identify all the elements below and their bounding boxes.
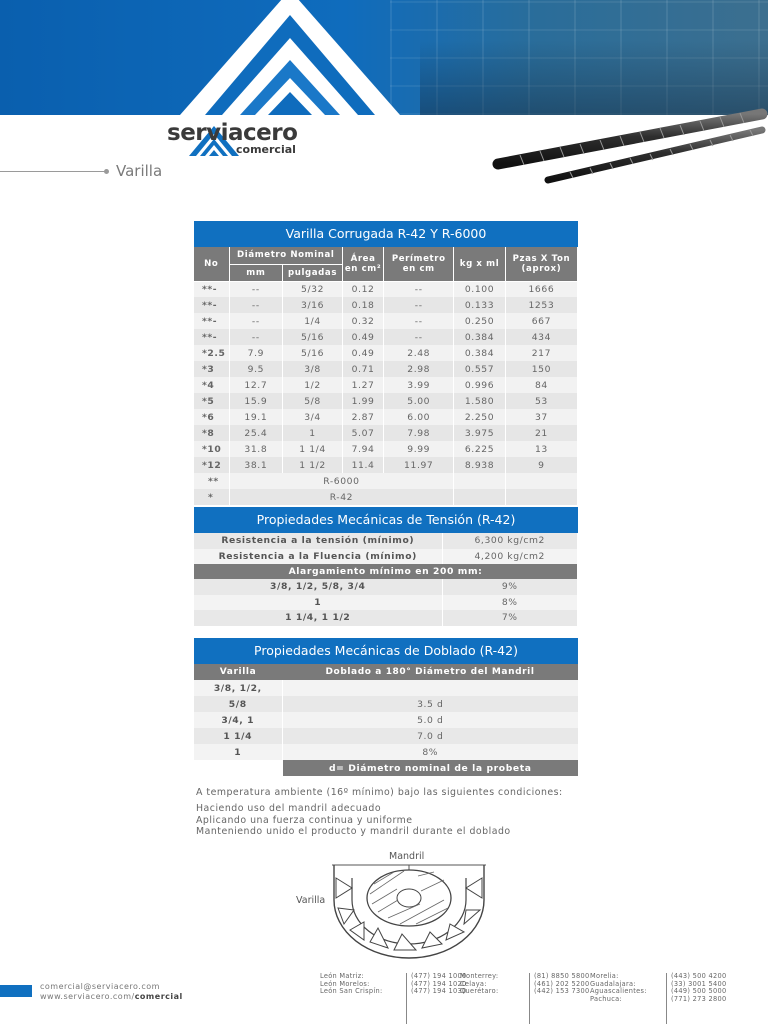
branch-phones-2: (81) 8850 5800 (461) 202 5200 (442) 153 7300: [534, 972, 590, 996]
table-cell: 9: [505, 457, 577, 473]
table-row: 3/4, 1 5.0 d: [194, 712, 578, 728]
col-area: Área en cm²: [342, 247, 383, 281]
table-cell: 21: [505, 425, 577, 441]
table-row: [194, 313, 578, 329]
legend-text: R-42: [229, 489, 454, 505]
table-cell: 12.7: [229, 377, 283, 393]
fluencia-value: 4,200 kg/cm2: [442, 549, 578, 565]
table-cell: 6.00: [384, 409, 454, 425]
table-cell: 1 1/4: [283, 441, 343, 457]
col-perimetro: Perímetro en cm: [384, 247, 454, 281]
table-cell: 1/4: [283, 313, 343, 329]
col-kg: kg x ml: [454, 247, 506, 281]
cell-no: *6: [194, 409, 229, 425]
table-doblado: [194, 638, 578, 776]
table-cell: 1: [283, 425, 343, 441]
table-cell: 1 1/2: [283, 457, 343, 473]
table-cell: 0.71: [342, 361, 383, 377]
table-cell: 2.48: [384, 345, 454, 361]
footnote: d= Diámetro nominal de la probeta: [282, 760, 578, 776]
table-cell: 1.580: [454, 393, 506, 409]
table-cell: --: [229, 329, 283, 345]
table-cell: 9.99: [384, 441, 454, 457]
table-row: 1 1/4, 1 1/2 7%: [194, 610, 578, 626]
table-cell: 25.4: [229, 425, 283, 441]
table-cell: --: [229, 297, 283, 313]
table-cell: --: [384, 313, 454, 329]
table-cell: --: [229, 313, 283, 329]
footnote-row: [194, 760, 578, 776]
table-cell: 13: [505, 441, 577, 457]
table-cell: 8.938: [454, 457, 506, 473]
table-row: [194, 281, 578, 297]
table-cell: 2.250: [454, 409, 506, 425]
label-mandril: Mandril: [389, 851, 425, 862]
table-cell: 31.8: [229, 441, 283, 457]
table-cell: 5/16: [283, 329, 343, 345]
table-tension: [194, 507, 578, 626]
table-cell: 5/8: [283, 393, 343, 409]
col-pulgadas: pulgadas: [283, 264, 343, 281]
col-varilla: Varilla: [194, 664, 282, 680]
table3-title: Propiedades Mecánicas de Doblado (R-42): [194, 638, 578, 664]
table-row: [194, 409, 578, 425]
section-title: Varilla: [116, 162, 163, 180]
legend-mark: **: [194, 473, 229, 489]
table-cell: 84: [505, 377, 577, 393]
table-cell: 0.996: [454, 377, 506, 393]
table-row: [194, 329, 578, 345]
table-cell: --: [384, 297, 454, 313]
table-cell: --: [229, 281, 283, 297]
tension-table: [194, 533, 578, 626]
legend-row: [194, 473, 578, 489]
table-cell: 1666: [505, 281, 577, 297]
table-cell: 5.00: [384, 393, 454, 409]
table-cell: 3/8: [283, 361, 343, 377]
note-conditions: A temperatura ambiente (16º mínimo) bajo las siguientes condiciones:: [196, 787, 563, 798]
web-link[interactable]: www.serviacero.com/comercial: [40, 991, 183, 1001]
cell-no: *12: [194, 457, 229, 473]
footer-contact: [40, 982, 183, 1001]
table-cell: 0.384: [454, 345, 506, 361]
branch-phones-1: (477) 194 1000 (477) 194 1020 (477) 194 1030: [411, 972, 467, 996]
table-cell: 0.18: [342, 297, 383, 313]
table-cell: 9.5: [229, 361, 283, 377]
table-cell: 7.9: [229, 345, 283, 361]
table-row: [194, 457, 578, 473]
table-cell: 0.12: [342, 281, 383, 297]
cell-no: *3: [194, 361, 229, 377]
table-cell: 11.4: [342, 457, 383, 473]
table1-title: Varilla Corrugada R-42 Y R-6000: [194, 221, 578, 247]
table-cell: 3/4: [283, 409, 343, 425]
doblado-table: [194, 664, 578, 776]
table-cell: 37: [505, 409, 577, 425]
table-cell: 434: [505, 329, 577, 345]
header-banner: [0, 0, 768, 115]
note-list: Haciendo uso del mandril adecuado Aplicando una fuerza continua y uniforme Manteniendo unido el producto y mandril durante el doblado: [196, 803, 511, 837]
table-cell: 15.9: [229, 393, 283, 409]
table-cell: 11.97: [384, 457, 454, 473]
branch-names-3: Morelia: Guadalajara: Aguascalientes: Pachuca:: [590, 972, 647, 1003]
table-cell: 2.98: [384, 361, 454, 377]
table-cell: 0.32: [342, 313, 383, 329]
table-cell: 6.225: [454, 441, 506, 457]
table-cell: 150: [505, 361, 577, 377]
table-cell: 7.98: [384, 425, 454, 441]
alargamiento-header: Alargamiento mínimo en 200 mm:: [194, 564, 578, 579]
fluencia-label: Resistencia a la Fluencia (mínimo): [194, 549, 442, 565]
table-cell: 0.384: [454, 329, 506, 345]
table-cell: 1.99: [342, 393, 383, 409]
table-cell: 3.99: [384, 377, 454, 393]
table-cell: 0.133: [454, 297, 506, 313]
cell-no: *10: [194, 441, 229, 457]
varilla-table: [194, 247, 578, 505]
table-row: 1 8%: [194, 595, 578, 611]
table-row: 3/8, 1/2, 5/8, 3/4 9%: [194, 579, 578, 595]
table-cell: 1/2: [283, 377, 343, 393]
table-cell: 5/16: [283, 345, 343, 361]
table-row: [194, 377, 578, 393]
cell-no: **-: [194, 281, 229, 297]
table-cell: 5/32: [283, 281, 343, 297]
table-row: 3/8, 1/2,: [194, 680, 578, 696]
table-row: [194, 393, 578, 409]
branch-phones-3: (443) 500 4200 (33) 3001 5400 (449) 500 5000 (771) 273 2800: [671, 972, 727, 1003]
table-cell: 53: [505, 393, 577, 409]
table-row: 1 1/4 7.0 d: [194, 728, 578, 744]
table-varilla-corrugada: [194, 221, 578, 505]
cell-no: **-: [194, 313, 229, 329]
table-row: [194, 549, 578, 565]
table-row: 5/8 3.5 d: [194, 696, 578, 712]
branch-names-1: León Matriz: León Morelos: León San Crispín:: [320, 972, 383, 996]
brand-sub: comercial: [236, 143, 296, 156]
table-cell: 0.49: [342, 329, 383, 345]
table-row: [194, 297, 578, 313]
rebar-image: [490, 108, 768, 186]
col-no: No: [194, 247, 229, 281]
col-diametro: Diámetro Nominal: [229, 247, 342, 264]
tension-value: 6,300 kg/cm2: [442, 533, 578, 549]
table-cell: 38.1: [229, 457, 283, 473]
cell-no: **-: [194, 329, 229, 345]
table-cell: --: [384, 281, 454, 297]
cell-no: *2.5: [194, 345, 229, 361]
footer-accent: [0, 985, 32, 997]
legend-text: R-6000: [229, 473, 454, 489]
table-cell: 7.94: [342, 441, 383, 457]
table-cell: 19.1: [229, 409, 283, 425]
table-cell: 0.100: [454, 281, 506, 297]
col-doblado: Doblado a 180° Diámetro del Mandril: [282, 664, 578, 680]
table-cell: 5.07: [342, 425, 383, 441]
tension-label: Resistencia a la tensión (mínimo): [194, 533, 442, 549]
branch-names-2: Monterrey: Celaya: Querétaro:: [460, 972, 499, 996]
cell-no: *4: [194, 377, 229, 393]
col-mm: mm: [229, 264, 283, 281]
brand-name: serviacero: [167, 120, 298, 146]
col-pzas: Pzas X Ton (aprox): [505, 247, 577, 281]
label-varilla: Varilla: [296, 895, 326, 906]
table-row: [194, 441, 578, 457]
email-link[interactable]: comercial@serviacero.com: [40, 982, 160, 991]
cell-no: **-: [194, 297, 229, 313]
table-row: [194, 533, 578, 549]
cell-no: *5: [194, 393, 229, 409]
table-cell: 1.27: [342, 377, 383, 393]
table-row: 1 8%: [194, 744, 578, 760]
table-cell: 0.250: [454, 313, 506, 329]
table-cell: 3/16: [283, 297, 343, 313]
table2-title: Propiedades Mecánicas de Tensión (R-42): [194, 507, 578, 533]
table-row: [194, 425, 578, 441]
legend-row: [194, 489, 578, 505]
table-cell: 1253: [505, 297, 577, 313]
table-row: [194, 345, 578, 361]
table-row: [194, 361, 578, 377]
legend-mark: *: [194, 489, 229, 505]
table-cell: 0.557: [454, 361, 506, 377]
table-cell: 667: [505, 313, 577, 329]
table-cell: 217: [505, 345, 577, 361]
table-cell: --: [384, 329, 454, 345]
table-cell: 0.49: [342, 345, 383, 361]
table-cell: 3.975: [454, 425, 506, 441]
triangle-graphic: [0, 0, 768, 115]
table-cell: 2.87: [342, 409, 383, 425]
cell-no: *8: [194, 425, 229, 441]
